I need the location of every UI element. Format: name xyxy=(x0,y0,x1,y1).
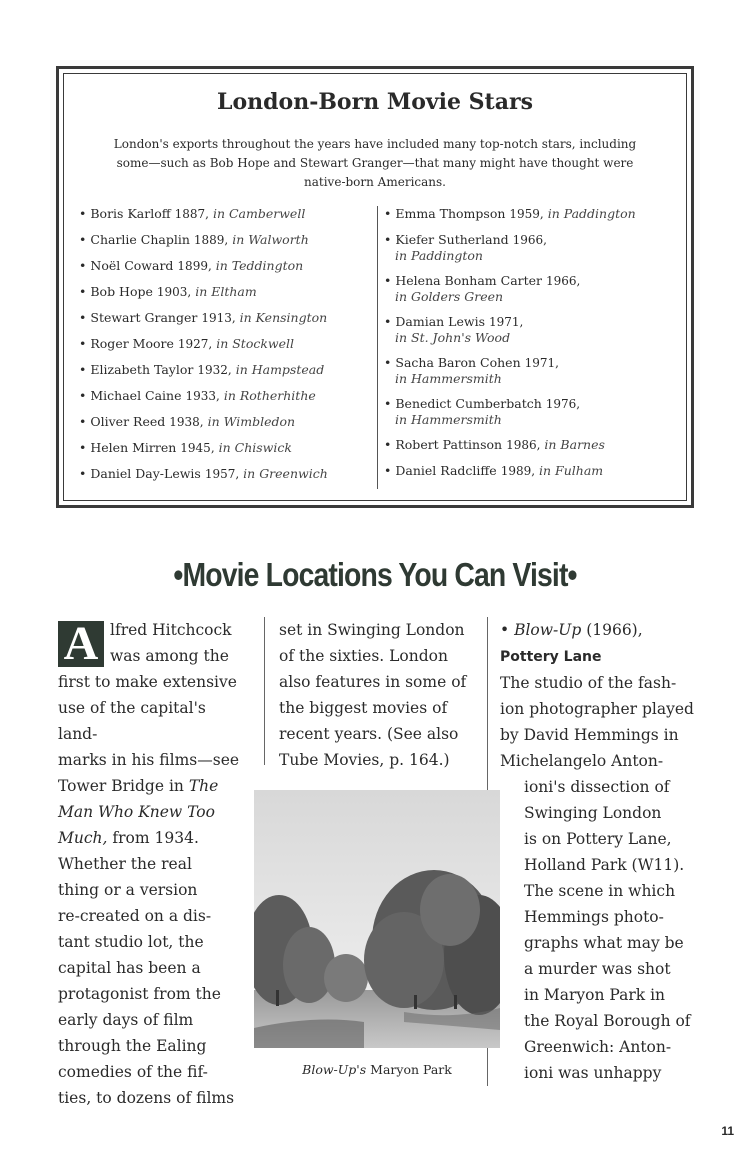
star-list-item xyxy=(384,273,684,305)
star-name: Robert Pattinson xyxy=(395,437,503,452)
star-list-item xyxy=(79,336,369,352)
text-line: graphs what may be xyxy=(524,934,684,952)
box-intro: London's exports throughout the years have included many top-notch stars, including some—such as Bob Hope and Stewart Granger—that many might have thought were native-born Americans. xyxy=(113,137,637,189)
text-line: Holland Park (W11). xyxy=(524,856,685,874)
text-line: Michelangelo Anton- xyxy=(500,752,664,770)
star-name: Benedict Cumberbatch xyxy=(395,396,542,411)
text-line: the Royal Borough of xyxy=(524,1012,691,1030)
star-name: Kiefer Sutherland xyxy=(395,232,509,247)
film-title-italic: Much, xyxy=(58,829,108,847)
birth-year: 1903, xyxy=(156,285,192,299)
birth-year: 1976, xyxy=(545,397,581,411)
birth-place: in Paddington xyxy=(547,206,636,221)
star-list-item xyxy=(384,463,684,479)
star-name: Emma Thompson xyxy=(395,206,506,221)
text-line: is on Pottery Lane, xyxy=(524,830,672,848)
text-line: Tube Movies, p. 164.) xyxy=(279,751,450,769)
star-name: Helena Bonham Carter xyxy=(395,273,543,288)
birth-place: in Camberwell xyxy=(212,206,306,221)
star-list-item xyxy=(79,414,369,430)
text-line: also features in some of xyxy=(279,673,467,691)
birth-year: 1938, xyxy=(169,415,204,429)
text-line: set in Swinging London xyxy=(279,621,465,639)
bullet: • xyxy=(79,284,87,299)
text-line: capital has been a xyxy=(58,959,201,977)
birth-place: in Paddington xyxy=(395,248,483,263)
text-line: tant studio lot, the xyxy=(58,933,204,951)
location-name: Pottery Lane xyxy=(500,649,602,665)
bullet: • xyxy=(79,466,87,481)
star-list-item xyxy=(384,396,684,428)
body-column-2 xyxy=(264,617,489,769)
text-line: Whether the real xyxy=(58,855,192,873)
text-line: thing or a version xyxy=(58,881,198,899)
birth-year: 1966, xyxy=(512,233,547,247)
photo-illustration xyxy=(254,790,500,1048)
text-line: of the sixties. London xyxy=(279,647,448,665)
star-list-item xyxy=(79,232,369,248)
text-line: first to make extensive xyxy=(58,673,237,691)
text-line: comedies of the fif- xyxy=(58,1063,208,1081)
bullet: • xyxy=(384,273,392,288)
text-line: use of the capital's land- xyxy=(58,699,206,743)
birth-place: in Kensington xyxy=(239,310,328,325)
bullet: • xyxy=(384,206,392,221)
caption-text: Maryon Park xyxy=(370,1062,452,1077)
star-name: Sacha Baron Cohen xyxy=(395,355,521,370)
star-name: Helen Mirren xyxy=(90,440,177,455)
star-name: Boris Karloff xyxy=(90,206,171,221)
star-name: Stewart Granger xyxy=(90,310,198,325)
birth-place: in Greenwich xyxy=(243,466,328,481)
bullet: • xyxy=(384,314,392,329)
star-list-item xyxy=(79,258,369,274)
text-line: ioni was unhappy xyxy=(524,1064,662,1082)
bullet: • xyxy=(79,232,87,247)
star-list-item xyxy=(384,437,684,453)
birth-year: 1971, xyxy=(524,356,559,370)
birth-place: in Teddington xyxy=(215,258,304,273)
bullet: • xyxy=(79,258,87,273)
birth-place: in Eltham xyxy=(195,284,257,299)
maryon-park-photo xyxy=(254,790,500,1048)
text-line: Hemmings photo- xyxy=(524,908,664,926)
star-name: Daniel Radcliffe xyxy=(395,463,497,478)
birth-place: in Chiswick xyxy=(218,440,292,455)
star-list-item xyxy=(384,314,684,346)
star-name: Charlie Chaplin xyxy=(90,232,190,247)
text-line: lfred Hitchcock xyxy=(110,621,232,639)
bullet: • xyxy=(384,232,392,247)
star-name: Damian Lewis xyxy=(395,314,485,329)
star-list-item xyxy=(384,355,684,387)
photo-caption xyxy=(254,1062,500,1077)
star-name: Oliver Reed xyxy=(90,414,166,429)
birth-year: 1989, xyxy=(500,464,536,478)
text-line: recent years. (See also xyxy=(279,725,459,743)
birth-place: in Hammersmith xyxy=(395,412,502,427)
film-year: (1966), xyxy=(586,621,643,639)
stars-list-left xyxy=(79,206,369,492)
star-name: Michael Caine xyxy=(90,388,182,403)
birth-year: 1986, xyxy=(506,438,541,452)
birth-year: 1913, xyxy=(201,311,236,325)
text-line: ties, to dozens of films xyxy=(58,1089,235,1107)
birth-place: in Barnes xyxy=(544,437,605,452)
birth-year: 1932, xyxy=(197,363,232,377)
birth-place: in Hampstead xyxy=(235,362,325,377)
birth-place: in Golders Green xyxy=(395,289,504,304)
birth-year: 1945, xyxy=(180,441,215,455)
birth-year: 1887, xyxy=(174,207,209,221)
star-list-item xyxy=(79,362,369,378)
text-line: protagonist from the xyxy=(58,985,221,1003)
text-line: through the Ealing xyxy=(58,1037,207,1055)
text-line: from 1934. xyxy=(112,829,199,847)
sidebar-box xyxy=(56,66,694,508)
text-line: a murder was shot xyxy=(524,960,671,978)
star-list-item xyxy=(79,206,369,222)
birth-year: 1899, xyxy=(177,259,212,273)
text-line: The studio of the fash- xyxy=(500,674,677,692)
text-line: the biggest movies of xyxy=(279,699,448,717)
star-list-item xyxy=(384,232,684,264)
star-name: Noël Coward xyxy=(90,258,174,273)
text-line: by David Hemmings in xyxy=(500,726,679,744)
film-title-italic: Blow-Up xyxy=(514,621,582,639)
star-name: Daniel Day-Lewis xyxy=(90,466,201,481)
text-line: marks in his films—see xyxy=(58,751,240,769)
star-name: Elizabeth Taylor xyxy=(90,362,194,377)
birth-place: in St. John's Wood xyxy=(395,330,511,345)
text-line: Swinging London xyxy=(524,804,662,822)
birth-place: in Fulham xyxy=(539,463,604,478)
text-line: ion photographer played xyxy=(500,700,694,718)
bullet: • xyxy=(384,437,392,452)
birth-place: in Wimbledon xyxy=(207,414,296,429)
star-list-item xyxy=(79,388,369,404)
birth-place: in Hammersmith xyxy=(395,371,502,386)
text-line: in Maryon Park in xyxy=(524,986,666,1004)
location-heading: • Blow-Up (1966), xyxy=(500,621,643,639)
caption-film-title: Blow-Up's xyxy=(302,1062,367,1077)
birth-place: in Rotherhithe xyxy=(223,388,316,403)
birth-place: in Walworth xyxy=(232,232,309,247)
star-name: Roger Moore xyxy=(90,336,174,351)
birth-place: in Stockwell xyxy=(216,336,295,351)
bullet: • xyxy=(79,388,87,403)
star-list-item xyxy=(79,466,369,482)
bullet: • xyxy=(384,463,392,478)
stars-list-right xyxy=(377,206,684,489)
text-line: Tower Bridge in xyxy=(58,777,184,795)
bullet: • xyxy=(79,336,87,351)
star-list-item xyxy=(384,206,684,222)
bullet: • xyxy=(79,310,87,325)
birth-year: 1927, xyxy=(177,337,213,351)
bullet: • xyxy=(79,440,87,455)
birth-year: 1966, xyxy=(546,274,581,288)
bullet: • xyxy=(79,362,87,377)
text-line: re-created on a dis- xyxy=(58,907,212,925)
text-line: Greenwich: Anton- xyxy=(524,1038,672,1056)
star-list-item xyxy=(79,310,369,326)
text-line: early days of film xyxy=(58,1011,194,1029)
body-column-1 xyxy=(58,617,248,1111)
birth-year: 1889, xyxy=(193,233,229,247)
birth-year: 1933, xyxy=(185,389,220,403)
birth-year: 1971, xyxy=(488,315,524,329)
star-name: Bob Hope xyxy=(90,284,153,299)
page-number: 11 xyxy=(721,1124,734,1138)
bullet: • xyxy=(384,355,392,370)
text-line: was among the xyxy=(110,647,229,665)
birth-year: 1959, xyxy=(509,207,544,221)
birth-year: 1957, xyxy=(204,467,240,481)
star-list-item xyxy=(79,440,369,456)
star-list-item xyxy=(79,284,369,300)
drop-cap: A xyxy=(58,621,104,667)
film-title-italic: The xyxy=(188,777,219,795)
bullet: • xyxy=(384,396,392,411)
text-line: The scene in which xyxy=(524,882,676,900)
box-title: London-Born Movie Stars xyxy=(217,89,533,115)
text-line: ioni's dissection of xyxy=(524,778,670,796)
film-title-italic: Man Who Knew Too xyxy=(58,803,215,821)
body-column-3 xyxy=(487,617,712,1086)
section-title: •Movie Locations You Can Visit• xyxy=(173,556,577,593)
bullet: • xyxy=(79,206,87,221)
bullet: • xyxy=(79,414,87,429)
